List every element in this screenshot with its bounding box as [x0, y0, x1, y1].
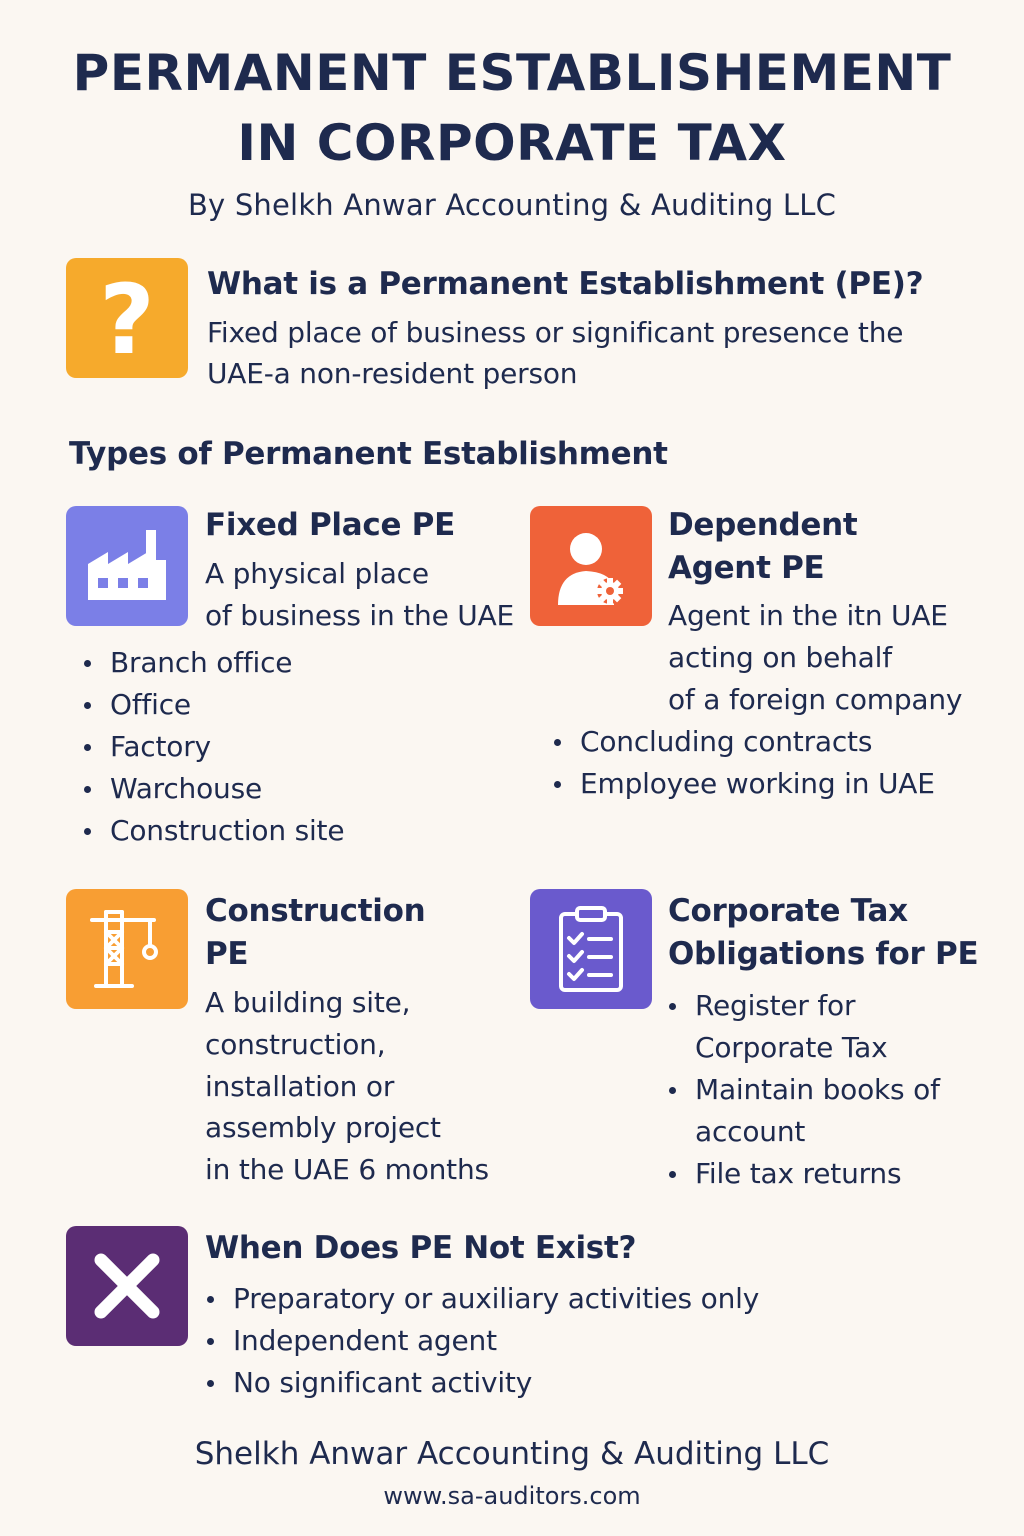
- page-subtitle: By Shelkh Anwar Accounting & Auditing LLC: [187, 188, 837, 222]
- list-item: [665, 1069, 940, 1153]
- footer-url[interactable]: www.sa-auditors.com: [383, 1482, 641, 1510]
- obligations-list: [665, 985, 940, 1195]
- list-item: Factory: [80, 726, 344, 768]
- list-item: Construction site: [80, 810, 344, 852]
- fixed-place-text-line1: A physical place: [205, 557, 429, 590]
- dependent-agent-heading-line2: Agent PE: [668, 550, 825, 586]
- close-x-icon: [66, 1226, 188, 1346]
- fixed-place-list: [80, 642, 344, 852]
- construction-heading-line2: PE: [205, 936, 249, 972]
- what-is-text-line2: UAE-a non-resident person: [207, 357, 578, 390]
- list-item-line: Register for: [695, 989, 856, 1022]
- construction-text-line1: A building site,: [205, 986, 411, 1019]
- list-item: Concluding contracts: [550, 721, 935, 763]
- page-title-line1: PERMANENT ESTABLISHEMENT: [72, 44, 952, 102]
- not-exist-heading: When Does PE Not Exist?: [205, 1230, 637, 1266]
- question-icon: [66, 258, 188, 378]
- footer-company: Shelkh Anwar Accounting & Auditing LLC: [194, 1436, 830, 1472]
- crane-icon: [66, 889, 188, 1009]
- list-item: No significant activity: [203, 1362, 759, 1404]
- obligations-heading-line2: Obligations for PE: [668, 936, 979, 972]
- list-item-line: account: [695, 1115, 806, 1148]
- list-item: Office: [80, 684, 344, 726]
- dependent-agent-heading-line1: Dependent: [668, 507, 858, 543]
- dependent-agent-text-line2: acting on behalf: [668, 641, 892, 674]
- construction-text-line2: construction,: [205, 1028, 386, 1061]
- dependent-agent-list: [550, 721, 935, 805]
- construction-text-line3: installation or: [205, 1070, 395, 1103]
- what-is-heading: What is a Permanent Establishment (PE)?: [207, 266, 924, 302]
- construction-text-line4: assembly project: [205, 1111, 441, 1144]
- list-item-line: Maintain books of: [695, 1073, 940, 1106]
- fixed-place-heading: Fixed Place PE: [205, 507, 455, 543]
- list-item: [665, 985, 940, 1069]
- construction-heading-line1: Construction: [205, 893, 426, 929]
- list-item-line: Corporate Tax: [695, 1031, 888, 1064]
- agent-gear-icon: [530, 506, 652, 626]
- list-item: Warchouse: [80, 768, 344, 810]
- list-item: Independent agent: [203, 1320, 759, 1362]
- list-item: Preparatory or auxiliary activities only: [203, 1278, 759, 1320]
- page-title-line2: IN CORPORATE TAX: [237, 114, 787, 172]
- fixed-place-text-line2: of business in the UAE: [205, 599, 515, 632]
- dependent-agent-text-line1: Agent in the itn UAE: [668, 599, 948, 632]
- list-item: File tax returns: [665, 1153, 940, 1195]
- factory-icon: [66, 506, 188, 626]
- types-section-title: Types of Permanent Establishment: [69, 436, 668, 472]
- dependent-agent-text-line3: of a foreign company: [668, 683, 963, 716]
- svg-text:?: ?: [99, 273, 155, 363]
- construction-text-line5: in the UAE 6 months: [205, 1153, 489, 1186]
- checklist-icon: [530, 889, 652, 1009]
- not-exist-list: [203, 1278, 759, 1404]
- obligations-heading-line1: Corporate Tax: [668, 893, 908, 929]
- list-item: Branch office: [80, 642, 344, 684]
- what-is-text-line1: Fixed place of business or significant presence the: [207, 316, 904, 349]
- list-item: Employee working in UAE: [550, 763, 935, 805]
